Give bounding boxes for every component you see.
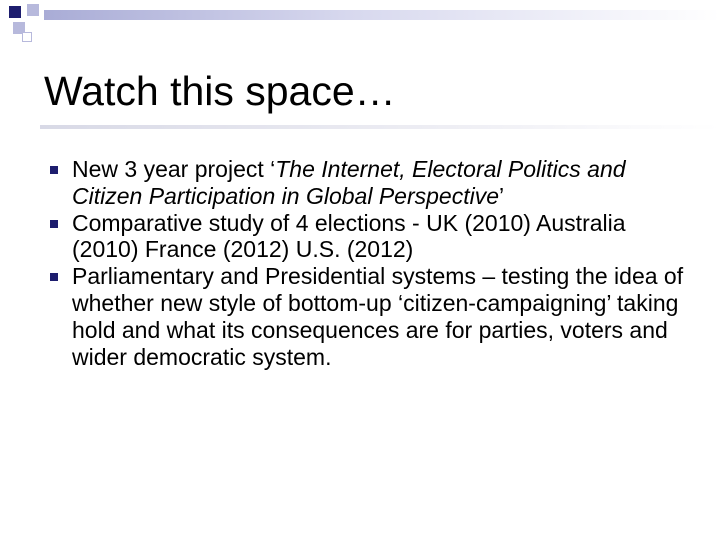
corner-square-light [27,4,39,16]
bullet-text [72,156,626,209]
corner-square-dark [9,6,21,18]
title-underline [40,125,720,129]
bullet-item-elections [50,210,690,264]
bullet-text: Parliamentary and Presidential systems – testing the idea of whether new style of bottom-up ‘citizen-campaigning’ taking hold and what its consequences are for parties, voters and wider democratic system. [72,263,684,370]
bullet-text-after: ’ [498,182,505,209]
bullet-item-systems [50,263,690,370]
project-title: The Internet, Electoral Politics and Citizen Participation in Global Perspective [72,156,626,209]
top-gradient-band [44,10,720,20]
square-bullet-icon [50,273,58,281]
bullet-text-before: New 3 year project ‘ [72,156,276,182]
square-bullet-icon [50,220,58,228]
bullet-text: Comparative study of 4 elections - UK (2010) Australia (2010) France (2012) U.S. (2012) [72,209,626,263]
slide-title: Watch this space… [44,68,396,114]
bullet-item-project [50,156,690,210]
corner-square-outline [22,32,32,42]
square-bullet-icon [50,166,58,174]
bullet-list [50,156,690,370]
